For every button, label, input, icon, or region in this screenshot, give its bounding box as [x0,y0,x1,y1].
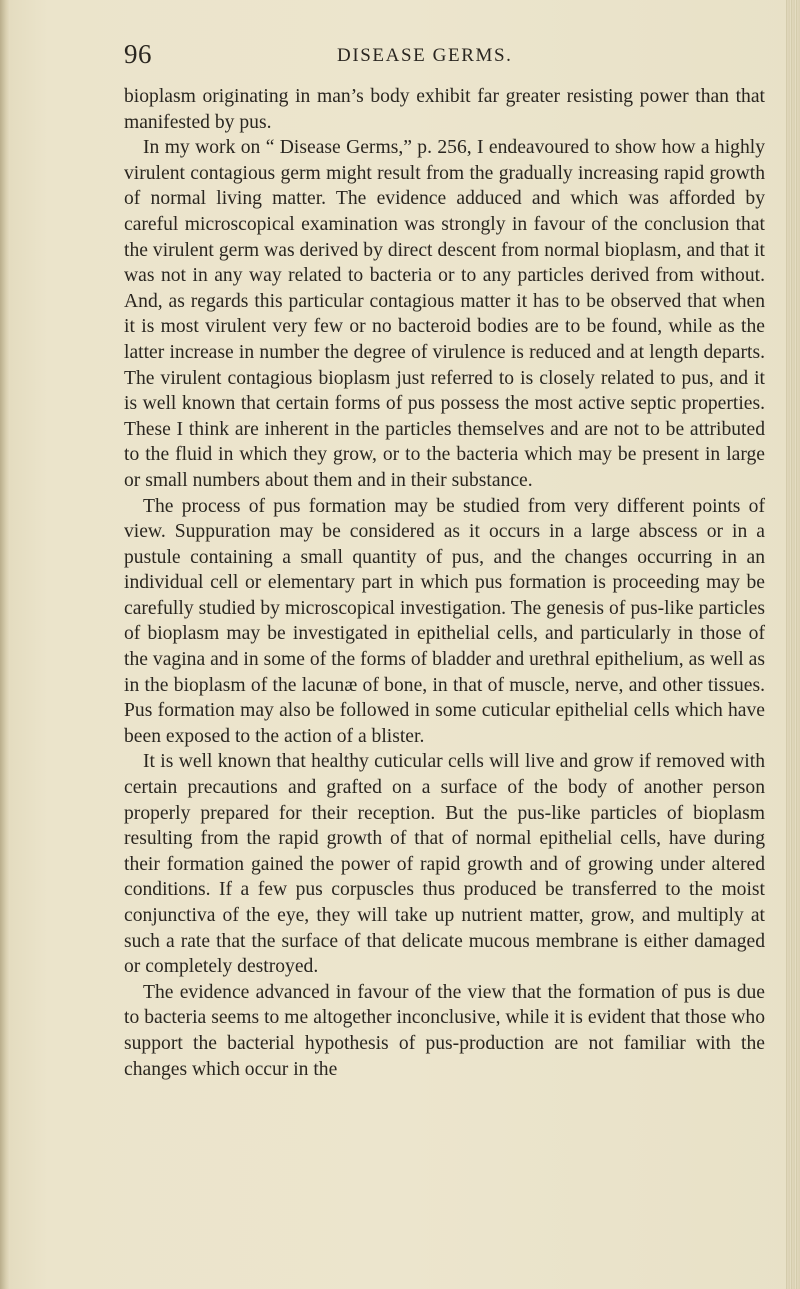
paragraph-3: The process of pus formation may be studied from very different points of view. Suppuration may be considered as it occurs in a large abscess or in a pustule containing a small quantity of pus, and the changes occurring in an individual cell or elementary part in which pus formation is proceeding may be carefully studied by microscopical investigation. The genesis of pus-like particles of bioplasm may be investigated in epithelial cells, and particularly in those of the vagina and in some of the forms of bladder and urethral epithelium, as well as in the bioplasm of the lacunæ of bone, in that of muscle, nerve, and other tissues. Pus formation may also be followed in some cuticular epithelial cells which have been exposed to the action of a blister. [124,495,765,747]
page-number: 96 [124,39,152,69]
paragraph-4: It is well known that healthy cuticular cells will live and grow if removed with certain precautions and grafted on a surface of the body of another person properly prepared for their reception. But the pus-like particles of bioplasm resulting from the rapid growth of that of normal epithelial cells, have during their formation gained the power of rapid growth and of growing under altered conditions. If a few pus corpuscles thus produced be transferred to the moist conjunctiva of the eye, they will take up nutrient matter, grow, and multiply at such a rate that the surface of that delicate mucous membrane is either damaged or completely destroyed. [124,751,765,978]
paragraph-1: bioplasm originating in man’s body exhibit far greater resisting power than that manifested by pus. [124,86,765,133]
body-text [124,84,765,1082]
running-title: DISEASE GERMS. [337,45,513,66]
running-header [124,36,764,72]
page-edge [786,0,800,1289]
paragraph-2: In my work on “ Disease Germs,” p. 256, I endeavoured to show how a highly virulent contagious germ might result from the gradually increasing rapid growth of normal living matter. The evidence adduced and which was afforded by careful microscopical examination was strongly in favour of the conclusion that the virulent germ was derived by direct descent from normal bioplasm, and that it was not in any way related to bacteria or to any particles derived from without. And, as regards this particular contagious matter it has to be observed that when it is most virulent very few or no bacteroid bodies are to be found, while as the latter increase in number the degree of virulence is reduced and at length departs. The virulent contagious bioplasm just referred to is closely related to pus, and it is well known that certain forms of pus possess the most active septic properties. These I think are inherent in the particles themselves and are not to be attributed to the fluid in which they grow, or to the bacteria which may be present in large or small numbers about them and in their substance. [124,137,765,491]
paragraph-5: The evidence advanced in favour of the view that the formation of pus is due to bacteria seems to me altogether inconclusive, while it is evident that those who support the bacterial hypothesis of pus-production are not familiar with the changes which occur in the [124,981,765,1080]
page-gutter-shadow [0,0,10,1289]
